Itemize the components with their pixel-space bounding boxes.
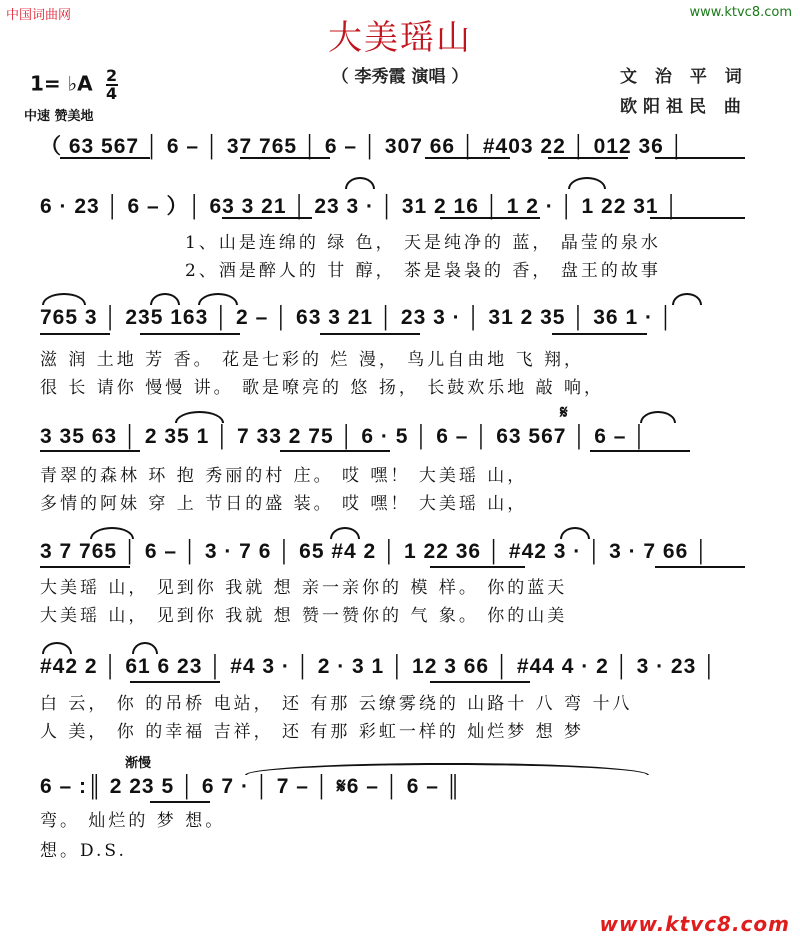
notation-line-1: （ 63 567 │ 6 – │ 37 765 │ 6 – │ 307 66 │ #403 22 │ 012 36 │ — [40, 135, 685, 158]
time-signature — [106, 68, 118, 102]
beam-line — [60, 157, 150, 159]
beam-line — [650, 217, 745, 219]
notation-line-2: 6 · 23 │ 6 – ）│ 63 3 21 │ 23 3 · │ 31 2 16 │ 1 2 · │ 1 22 31 │ — [40, 195, 680, 218]
lyric-line-4-verse-1: 青翠的森林 环 抱 秀丽的村 庄。 哎 嘿！ 大美瑶 山， — [40, 466, 528, 486]
lyric-line-4-verse-2: 多情的阿妹 穿 上 节日的盛 装。 哎 嘿！ 大美瑶 山， — [40, 494, 528, 514]
slur-mark — [198, 293, 238, 305]
watermark-top-left: 中国词曲网 — [6, 8, 72, 23]
beam-line — [240, 157, 330, 159]
lyric-line-7-verse-1: 弯。 灿烂的 梦 想。 — [40, 811, 226, 831]
slur-mark — [42, 293, 86, 305]
beam-line — [40, 450, 140, 452]
time-top: 2 — [105, 66, 118, 85]
beam-line — [440, 217, 540, 219]
lyricist-credit: 文 治 平 词 — [620, 67, 748, 87]
notation-line-3: 765 3 │ 235 163 │ 2 – │ 63 3 21 │ 23 3 · │ 31 2 35 │ 36 1 · │ — [40, 306, 674, 329]
slur-mark — [345, 177, 375, 189]
beam-line — [40, 566, 130, 568]
lyric-line-3-verse-1: 滋 润 土地 芳 香。 花是七彩的 烂 漫， 鸟儿自由地 飞 翔， — [40, 350, 585, 370]
beam-line — [548, 157, 628, 159]
segno-sign: 𝄋 — [560, 402, 568, 423]
beam-line — [222, 217, 312, 219]
beam-line — [430, 566, 525, 568]
lyric-line-6-verse-2: 人 美， 你 的幸福 吉祥， 还 有那 彩虹一样的 灿烂梦 想 梦 — [40, 722, 585, 742]
beam-line — [140, 333, 240, 335]
singer-credit: （ 李秀霞 演唱 ） — [331, 67, 469, 87]
beam-line — [130, 681, 220, 683]
ending-text: 想。D.S. — [40, 841, 127, 861]
song-title: 大美瑶山 — [328, 18, 472, 58]
slur-mark — [330, 527, 360, 539]
slur-mark — [90, 527, 134, 539]
notation-line-7: 6 – :║ 2 23 5 │ 6 7 · │ 7 – │ 𝄋6 – │ 6 – ║ — [40, 775, 462, 798]
time-bottom: 4 — [105, 84, 118, 103]
lyric-line-3-verse-2: 很 长 请你 慢慢 讲。 歌是嘹亮的 悠 扬， 长鼓欢乐地 敲 响， — [40, 378, 605, 398]
lyric-line-2-verse-2: 2、酒是醉人的 甘 醇， 茶是袅袅的 香， 盘王的故事 — [185, 261, 661, 281]
beam-line — [655, 566, 745, 568]
tempo-marking: 中速 赞美地 — [24, 109, 94, 124]
slur-mark — [640, 411, 676, 423]
beam-line — [430, 681, 530, 683]
slur-mark — [672, 293, 702, 305]
key-text: 1= ♭A — [30, 71, 93, 96]
slur-mark — [175, 411, 224, 423]
slur-mark — [560, 527, 590, 539]
notation-line-6: #42 2 │ 61 6 23 │ #4 3 · │ 2 · 3 1 │ 12 3 66 │ #44 4 · 2 │ 3 · 23 │ — [40, 655, 718, 678]
watermark-top-right: www.ktvc8.com — [689, 5, 792, 20]
lyric-line-6-verse-1: 白 云， 你 的吊桥 电站， 还 有那 云缭雾绕的 山路十 八 弯 十八 — [40, 694, 633, 714]
key-signature — [30, 68, 118, 102]
beam-line — [320, 333, 420, 335]
slur-mark — [568, 177, 606, 189]
lyric-line-5-verse-2: 大美瑶 山， 见到你 我就 想 赞一赞你的 气 象。 你的山美 — [40, 606, 568, 626]
beam-line — [425, 157, 510, 159]
beam-line — [40, 333, 110, 335]
notation-line-5: 3 7 765 │ 6 – │ 3 · 7 6 │ 65 #4 2 │ 1 22 36 │ #42 3 · │ 3 · 7 66 │ — [40, 540, 710, 563]
slur-mark — [150, 293, 180, 305]
beam-line — [552, 333, 647, 335]
beam-line — [590, 450, 690, 452]
notation-line-4: 3 35 63 │ 2 35 1 │ 7 33 2 75 │ 6 · 5 │ 6 – │ 63 567 │ 6 – │ — [40, 425, 648, 448]
watermark-bottom-right: www.ktvc8.com — [599, 912, 790, 936]
slur-mark — [42, 642, 72, 654]
composer-credit: 欧阳祖民 曲 — [620, 97, 747, 117]
beam-line — [655, 157, 745, 159]
beam-line — [280, 450, 390, 452]
beam-line — [150, 801, 210, 803]
slur-mark — [245, 763, 649, 775]
slur-mark — [132, 642, 158, 654]
lyric-line-5-verse-1: 大美瑶 山， 见到你 我就 想 亲一亲你的 模 样。 你的蓝天 — [40, 578, 568, 598]
tempo-change-marking: 渐慢 — [125, 756, 152, 771]
lyric-line-2-verse-1: 1、山是连绵的 绿 色， 天是纯净的 蓝， 晶莹的泉水 — [185, 233, 661, 253]
